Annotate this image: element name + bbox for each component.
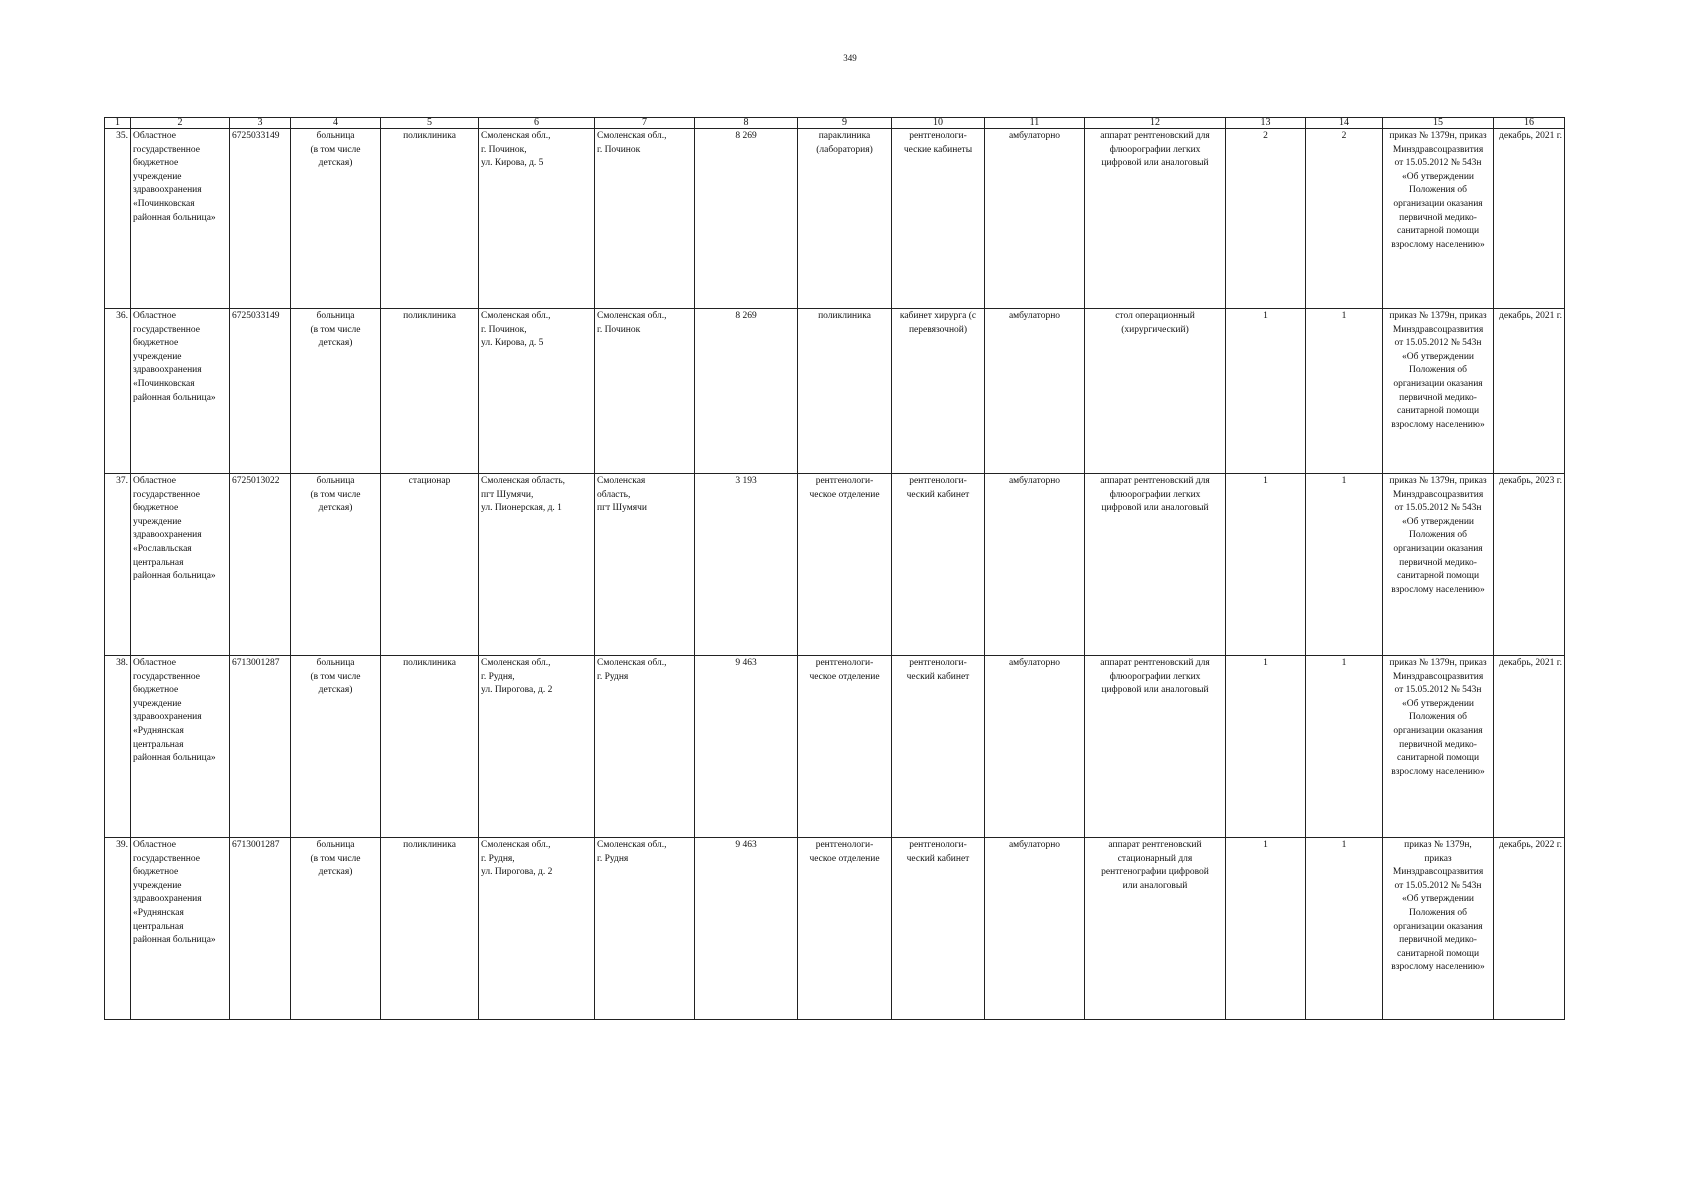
column-number: 5	[381, 118, 479, 129]
quantity-total-cell: 2	[1306, 129, 1383, 309]
institution-name: Областное государственное бюджетное учреждение здравоохранения «Руднянская центральная районная больница»	[131, 838, 230, 1020]
department-cell: поликлиника	[798, 309, 892, 474]
basis-cell: приказ № 1379н, приказ Минздравсоцразвития от 15.05.2012 № 543н «Об утверждении Положения об организации оказания первичной медико- санитарной помощи взрослому населению»	[1383, 474, 1494, 656]
column-number: 14	[1306, 118, 1383, 129]
locality-cell: Смоленская обл., г. Починок	[595, 309, 695, 474]
basis-cell: приказ № 1379н, приказ Минздравсоцразвития от 15.05.2012 № 543н «Об утверждении Положения об организации оказания первичной медико- санитарной помощи взрослому населению»	[1383, 838, 1494, 1020]
inn-cell: 6725013022	[230, 474, 291, 656]
conditions-cell: амбулаторно	[985, 309, 1085, 474]
conditions-cell: амбулаторно	[985, 474, 1085, 656]
address-cell: Смоленская обл., г. Починок, ул. Кирова, д. 5	[479, 309, 595, 474]
column-number: 2	[131, 118, 230, 129]
quantity-need-cell: 2	[1226, 129, 1306, 309]
institution-type: больница (в том числе детская)	[291, 129, 381, 309]
deadline-cell: декабрь, 2023 г.	[1494, 474, 1565, 656]
quantity-need-cell: 1	[1226, 309, 1306, 474]
column-number: 15	[1383, 118, 1494, 129]
unit-cell: поликлиника	[381, 656, 479, 838]
locality-cell: Смоленская область, пгт Шумячи	[595, 474, 695, 656]
department-cell: параклиника (лаборатория)	[798, 129, 892, 309]
column-number: 6	[479, 118, 595, 129]
population-cell: 8 269	[695, 309, 798, 474]
column-number: 11	[985, 118, 1085, 129]
institution-name: Областное государственное бюджетное учреждение здравоохранения «Починковская районная больница»	[131, 129, 230, 309]
row-number: 38.	[105, 656, 131, 838]
table-row	[105, 656, 1565, 838]
unit-cell: поликлиника	[381, 129, 479, 309]
room-cell: рентгенологи- ческие кабинеты	[892, 129, 985, 309]
address-cell: Смоленская обл., г. Рудня, ул. Пирогова, д. 2	[479, 838, 595, 1020]
quantity-need-cell: 1	[1226, 656, 1306, 838]
locality-cell: Смоленская обл., г. Починок	[595, 129, 695, 309]
institution-type: больница (в том числе детская)	[291, 838, 381, 1020]
quantity-total-cell: 1	[1306, 656, 1383, 838]
institution-name: Областное государственное бюджетное учреждение здравоохранения «Починковская районная больница»	[131, 309, 230, 474]
institution-name: Областное государственное бюджетное учреждение здравоохранения «Рославльская центральная районная больница»	[131, 474, 230, 656]
column-number: 7	[595, 118, 695, 129]
row-number: 39.	[105, 838, 131, 1020]
room-cell: рентгенологи- ческий кабинет	[892, 838, 985, 1020]
deadline-cell: декабрь, 2021 г.	[1494, 129, 1565, 309]
inn-cell: 6713001287	[230, 838, 291, 1020]
quantity-total-cell: 1	[1306, 838, 1383, 1020]
department-cell: рентгенологи- ческое отделение	[798, 656, 892, 838]
row-number: 35.	[105, 129, 131, 309]
deadline-cell: декабрь, 2022 г.	[1494, 838, 1565, 1020]
column-number: 10	[892, 118, 985, 129]
equipment-cell: стол операционный (хирургический)	[1085, 309, 1226, 474]
column-number: 9	[798, 118, 892, 129]
table-row	[105, 474, 1565, 656]
department-cell: рентгенологи- ческое отделение	[798, 474, 892, 656]
institution-type: больница (в том числе детская)	[291, 309, 381, 474]
inn-cell: 6725033149	[230, 309, 291, 474]
column-number: 4	[291, 118, 381, 129]
equipment-cell: аппарат рентгеновский для флюорографии легких цифровой или аналоговый	[1085, 656, 1226, 838]
row-number: 37.	[105, 474, 131, 656]
deadline-cell: декабрь, 2021 г.	[1494, 309, 1565, 474]
column-number-row	[105, 118, 1565, 129]
table-row	[105, 838, 1565, 1020]
table-row	[105, 129, 1565, 309]
basis-cell: приказ № 1379н, приказ Минздравсоцразвития от 15.05.2012 № 543н «Об утверждении Положения об организации оказания первичной медико- санитарной помощи взрослому населению»	[1383, 129, 1494, 309]
medical-equipment-table	[104, 117, 1565, 1020]
inn-cell: 6725033149	[230, 129, 291, 309]
row-number: 36.	[105, 309, 131, 474]
room-cell: рентгенологи- ческий кабинет	[892, 656, 985, 838]
quantity-need-cell: 1	[1226, 838, 1306, 1020]
column-number: 1	[105, 118, 131, 129]
institution-type: больница (в том числе детская)	[291, 474, 381, 656]
population-cell: 9 463	[695, 656, 798, 838]
column-number: 16	[1494, 118, 1565, 129]
unit-cell: стационар	[381, 474, 479, 656]
column-number: 3	[230, 118, 291, 129]
population-cell: 8 269	[695, 129, 798, 309]
column-number: 8	[695, 118, 798, 129]
institution-name: Областное государственное бюджетное учреждение здравоохранения «Руднянская центральная районная больница»	[131, 656, 230, 838]
basis-cell: приказ № 1379н, приказ Минздравсоцразвития от 15.05.2012 № 543н «Об утверждении Положения об организации оказания первичной медико- санитарной помощи взрослому населению»	[1383, 656, 1494, 838]
population-cell: 9 463	[695, 838, 798, 1020]
conditions-cell: амбулаторно	[985, 129, 1085, 309]
column-number: 12	[1085, 118, 1226, 129]
equipment-cell: аппарат рентгеновский для флюорографии легких цифровой или аналоговый	[1085, 474, 1226, 656]
inn-cell: 6713001287	[230, 656, 291, 838]
basis-cell: приказ № 1379н, приказ Минздравсоцразвития от 15.05.2012 № 543н «Об утверждении Положения об организации оказания первичной медико- санитарной помощи взрослому населению»	[1383, 309, 1494, 474]
unit-cell: поликлиника	[381, 309, 479, 474]
department-cell: рентгенологи- ческое отделение	[798, 838, 892, 1020]
address-cell: Смоленская обл., г. Починок, ул. Кирова, д. 5	[479, 129, 595, 309]
table-row	[105, 309, 1565, 474]
equipment-cell: аппарат рентгеновский для флюорографии легких цифровой или аналоговый	[1085, 129, 1226, 309]
institution-type: больница (в том числе детская)	[291, 656, 381, 838]
locality-cell: Смоленская обл., г. Рудня	[595, 838, 695, 1020]
deadline-cell: декабрь, 2021 г.	[1494, 656, 1565, 838]
room-cell: кабинет хирурга (с перевязочной)	[892, 309, 985, 474]
equipment-cell: аппарат рентгеновский стационарный для рентгенографии цифровой или аналоговый	[1085, 838, 1226, 1020]
conditions-cell: амбулаторно	[985, 838, 1085, 1020]
unit-cell: поликлиника	[381, 838, 479, 1020]
address-cell: Смоленская обл., г. Рудня, ул. Пирогова, д. 2	[479, 656, 595, 838]
locality-cell: Смоленская обл., г. Рудня	[595, 656, 695, 838]
room-cell: рентгенологи- ческий кабинет	[892, 474, 985, 656]
quantity-need-cell: 1	[1226, 474, 1306, 656]
column-number: 13	[1226, 118, 1306, 129]
population-cell: 3 193	[695, 474, 798, 656]
quantity-total-cell: 1	[1306, 474, 1383, 656]
page-number: 349	[843, 53, 857, 63]
quantity-total-cell: 1	[1306, 309, 1383, 474]
address-cell: Смоленская область, пгт Шумячи, ул. Пионерская, д. 1	[479, 474, 595, 656]
conditions-cell: амбулаторно	[985, 656, 1085, 838]
